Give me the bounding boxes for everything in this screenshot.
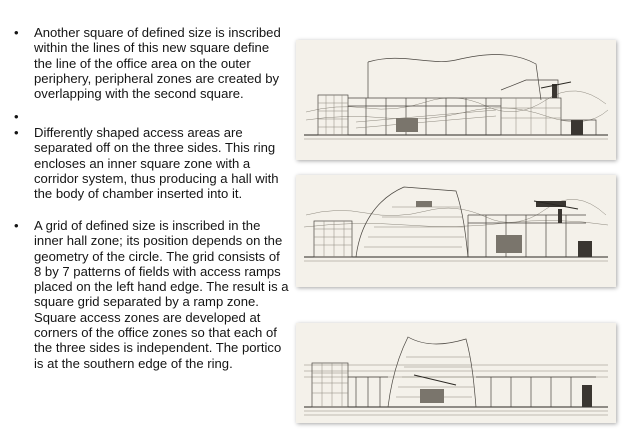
section-drawing-1-image (296, 40, 616, 160)
bullet-item (14, 218, 290, 371)
bullet-text: Differently shaped access areas are separated off on the three sides. This ring encloses an inner square zone with a corridor system, thus producing a hall with the body of chamber inserted into it. (34, 125, 279, 202)
bullet-marker: • (14, 125, 19, 140)
bullet-list (0, 0, 300, 442)
bullet-marker: • (14, 25, 19, 40)
bullet-item (14, 125, 290, 201)
bullet-item (14, 25, 290, 101)
bullet-text: Another square of defined size is inscribed within the lines of this new square define the line of the office area on the outer periphery, peripheral zones are created by overlapping with the second square. (34, 25, 281, 102)
bullet-text: A grid of defined size is inscribed in the inner hall zone; its position depends on the geometry of the circle. The grid consists of 8 by 7 patterns of fields with access ramps placed on the left hand edge. The result is a square grid separated by a ramp zone. Square access zones are developed at corners of the office zones so that each of the three sides is independent. The portico is at the southern edge of the ring. (34, 218, 289, 371)
bullet-marker: • (14, 109, 19, 124)
section-drawing-3 (296, 323, 616, 423)
section-drawing-1 (296, 40, 616, 160)
section-drawing-2-image (296, 175, 616, 287)
section-drawing-3-image (296, 323, 616, 423)
bullet-marker: • (14, 218, 19, 233)
section-drawing-2 (296, 175, 616, 287)
